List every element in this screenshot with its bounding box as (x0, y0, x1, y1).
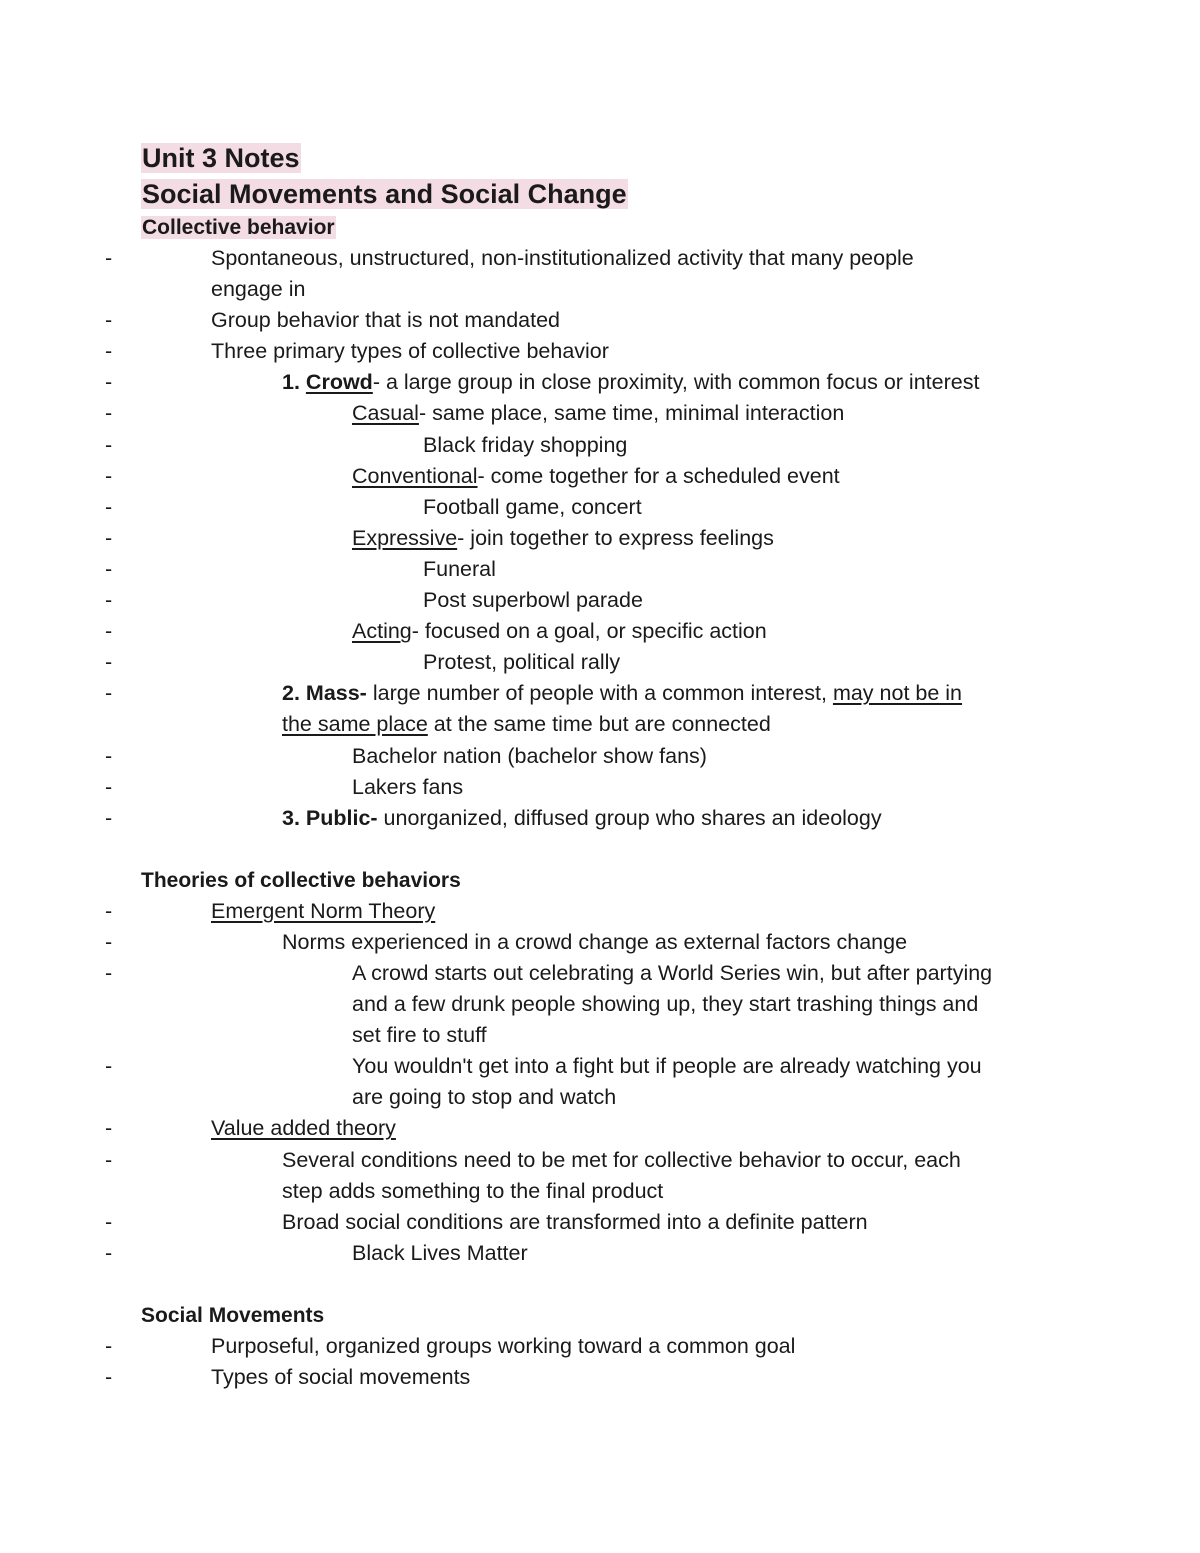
bullet-dash: - (105, 805, 113, 830)
list-item: - Protest, political rally (141, 647, 1071, 678)
bullet-dash: - (105, 1054, 113, 1079)
bullet-dash: - (105, 619, 113, 644)
term-expressive: Expressive (352, 525, 458, 550)
list-item: - Three primary types of collective behavior (141, 336, 1071, 367)
list-item: - Broad social conditions are transformed into a definite pattern (141, 1207, 1071, 1238)
bullet-dash: - (105, 246, 113, 270)
bullet-dash: - (105, 1333, 113, 1358)
term-casual: Casual (352, 401, 419, 426)
bullet-dash: - (105, 1147, 113, 1172)
bullet-dash: - (105, 463, 113, 488)
bullet-dash: - (105, 898, 113, 923)
term-conventional: Conventional (352, 463, 478, 488)
document-page (105, 140, 1071, 1393)
term-crowd: Crowd (305, 370, 373, 395)
bullet-dash: - (105, 556, 113, 581)
list-item-value-added: - Value added theory (141, 1113, 1071, 1144)
section-heading-social-movements: Social Movements (141, 1303, 325, 1327)
list-item: - Norms experienced in a crowd change as external factors change (141, 927, 1071, 958)
doc-title: Unit 3 Notes (142, 143, 300, 173)
bullet-dash: - (105, 1240, 113, 1265)
list-item-conventional: - Conventional- come together for a scheduled event (141, 461, 1071, 492)
section-heading-theories: Theories of collective behaviors (141, 868, 461, 892)
bullet-dash: - (105, 339, 113, 364)
section-heading-collective-behavior: Collective behavior (142, 216, 335, 239)
list-item: - Black friday shopping (141, 430, 1071, 461)
bullet-dash: - (105, 432, 113, 457)
list-item: - Types of social movements (141, 1362, 1071, 1393)
list-item: - Purposeful, organized groups working toward a common goal (141, 1331, 1071, 1362)
list-item: - Bachelor nation (bachelor show fans) (141, 741, 1071, 772)
list-item: - Funeral (141, 554, 1071, 585)
bullet-dash: - (105, 370, 113, 395)
list-item: - Football game, concert (141, 492, 1071, 523)
social-movements-list (105, 1331, 1071, 1393)
list-item-mass: - 2. Mass- large number of people with a common interest, may not be in the same place at the same time but are connected (141, 678, 1071, 740)
bullet-dash: - (105, 494, 113, 519)
bullet-dash: - (105, 525, 113, 550)
bullet-dash: - (105, 1116, 113, 1141)
bullet-dash: - (105, 1209, 113, 1234)
list-item: - Spontaneous, unstructured, non-institutionalized activity that many people engage in (141, 243, 1071, 305)
list-item: - You wouldn't get into a fight but if people are already watching you are going to stop and watch (141, 1051, 1071, 1113)
list-item: - Post superbowl parade (141, 585, 1071, 616)
spacer (141, 834, 1071, 865)
list-item: - Group behavior that is not mandated (141, 305, 1071, 336)
term-acting: Acting (352, 619, 412, 644)
collective-behavior-list (105, 243, 1071, 834)
bullet-dash: - (105, 743, 113, 768)
theories-list (105, 896, 1071, 1269)
bullet-dash: - (105, 401, 113, 426)
bullet-dash: - (105, 929, 113, 954)
list-item-public: - 3. Public- unorganized, diffused group who shares an ideology (141, 803, 1071, 834)
bullet-dash: - (105, 650, 113, 675)
bullet-dash: - (105, 960, 113, 985)
bullet-dash: - (105, 681, 113, 706)
bullet-dash: - (105, 308, 113, 333)
spacer (141, 1269, 1071, 1300)
list-item: - Lakers fans (141, 772, 1071, 803)
bullet-dash: - (105, 1365, 113, 1389)
list-item: - A crowd starts out celebrating a World Series win, but after partying and a few drunk people showing up, they start trashing things and set fire to stuff (141, 958, 1071, 1051)
list-item: - Black Lives Matter (141, 1238, 1071, 1269)
list-item-acting: - Acting- focused on a goal, or specific action (141, 616, 1071, 647)
list-item-emergent-norm: - Emergent Norm Theory (141, 896, 1071, 927)
doc-subtitle: Social Movements and Social Change (142, 179, 627, 209)
list-item-casual: - Casual- same place, same time, minimal interaction (141, 398, 1071, 429)
bullet-dash: - (105, 588, 113, 613)
list-item-expressive: - Expressive- join together to express feelings (141, 523, 1071, 554)
list-item-crowd: - 1. Crowd- a large group in close proximity, with common focus or interest (141, 367, 1071, 398)
bullet-dash: - (105, 774, 113, 799)
list-item: - Several conditions need to be met for collective behavior to occur, each step adds something to the final product (141, 1145, 1071, 1207)
